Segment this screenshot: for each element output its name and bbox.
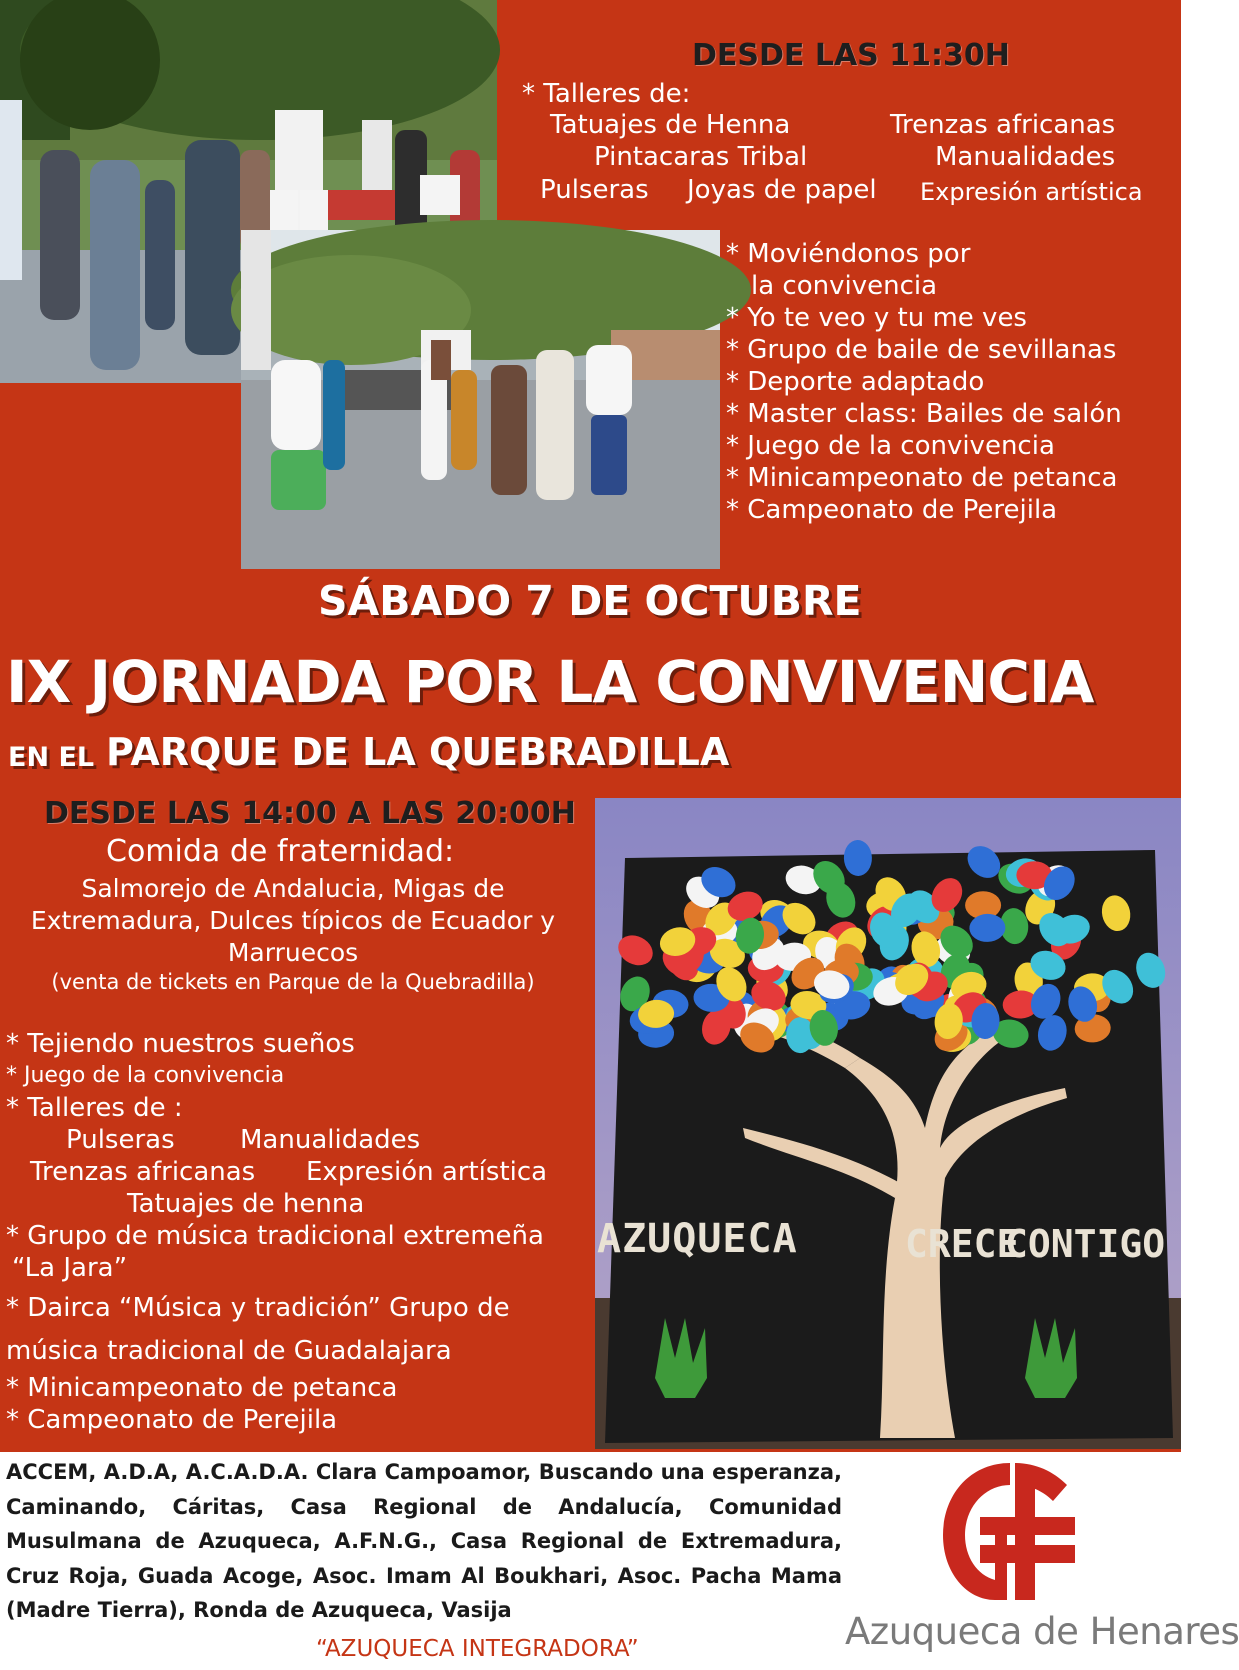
afternoon-item: * Tejiendo nuestros sueños (6, 1029, 355, 1059)
afternoon-item: * Talleres de : (6, 1093, 183, 1123)
mural-text-crece: CRECE (905, 1222, 1020, 1266)
event-title: IX JORNADA POR LA CONVIVENCIA (6, 648, 1094, 716)
afternoon-taller: Expresión artística (306, 1157, 548, 1187)
activity-item: * Juego de la convivencia (726, 431, 1055, 461)
mural-tree-photo (595, 798, 1181, 1449)
afternoon-item: * Campeonato de Perejila (6, 1405, 338, 1435)
activity-item: * Master class: Bailes de salón (726, 399, 1122, 429)
activity-item: * Moviéndonos por (726, 239, 971, 269)
taller-item: Tatuajes de Henna (550, 110, 791, 140)
activity-item: * Grupo de baile de sevillanas (726, 335, 1117, 365)
taller-item: Joyas de papel (687, 175, 877, 205)
afternoon-item: “La Jara” (12, 1253, 128, 1283)
activity-item: la convivencia (751, 271, 938, 301)
activity-item: * Minicampeonato de petanca (726, 463, 1118, 493)
mural-text-contigo: CONTIGO (1005, 1222, 1166, 1266)
taller-item: Pintacaras Tribal (594, 142, 808, 172)
afternoon-item: * Dairca “Música y tradición” Grupo de (6, 1293, 510, 1323)
event-location: PARQUE DE LA QUEBRADILLA (106, 730, 730, 774)
activity-item: * Yo te veo y tu me ves (726, 303, 1027, 333)
afternoon-taller: Tatuajes de henna (127, 1189, 365, 1219)
taller-item: Pulseras (540, 175, 649, 205)
meal-tickets-note: (venta de tickets en Parque de la Quebradilla) (51, 970, 535, 994)
afternoon-taller: Manualidades (240, 1125, 421, 1155)
afternoon-item: * Juego de la convivencia (6, 1063, 285, 1088)
taller-item: Manualidades (935, 142, 1116, 172)
event-location-prefix: EN EL (8, 742, 95, 773)
meal-title: Comida de fraternidad: (106, 834, 455, 869)
azuqueca-logo-icon (935, 1455, 1085, 1605)
schedule-morning-heading: DESDE LAS 11:30H (692, 38, 1010, 73)
taller-item: Expresión artística (920, 178, 1143, 206)
meal-line: Extremadura, Dulces típicos de Ecuador y (30, 906, 556, 935)
afternoon-item: * Minicampeonato de petanca (6, 1373, 398, 1403)
afternoon-taller: Pulseras (66, 1125, 175, 1155)
activity-item: * Deporte adaptado (726, 367, 985, 397)
activity-item: * Campeonato de Perejila (726, 495, 1058, 525)
photo-dance-group (241, 230, 720, 569)
motto: “AZUQUECA INTEGRADORA” (316, 1636, 639, 1662)
afternoon-item: * Grupo de música tradicional extremeña (6, 1221, 544, 1251)
partner-organizations: ACCEM, A.D.A, A.C.A.D.A. Clara Campoamor, Buscando una esperanza, Caminando, Cáritas, Casa Regional de Andalucía, Comunidad Musulmana de Azuqueca, A.F.N.G., Casa Regional de Extremadura, Cruz Roja, Guada Acoge, Asoc. Imam Al Boukhari, Asoc. Pacha Mama (Madre Tierra), Ronda de Azuqueca, Vasija (6, 1460, 842, 1622)
meal-line: Marruecos (227, 938, 359, 967)
mural-text-left: AZUQUECA (597, 1216, 798, 1262)
afternoon-taller: Trenzas africanas (30, 1157, 256, 1187)
taller-item: Trenzas africanas (890, 110, 1116, 140)
azuqueca-logo-text: Azuqueca de Henares (845, 1610, 1239, 1653)
event-date: SÁBADO 7 DE OCTUBRE (318, 577, 862, 625)
talleres-title: * Talleres de: (522, 79, 691, 109)
schedule-afternoon-heading: DESDE LAS 14:00 A LAS 20:00H (44, 796, 576, 831)
afternoon-item: música tradicional de Guadalajara (6, 1336, 452, 1366)
meal-line: Salmorejo de Andalucia, Migas de (81, 874, 505, 903)
